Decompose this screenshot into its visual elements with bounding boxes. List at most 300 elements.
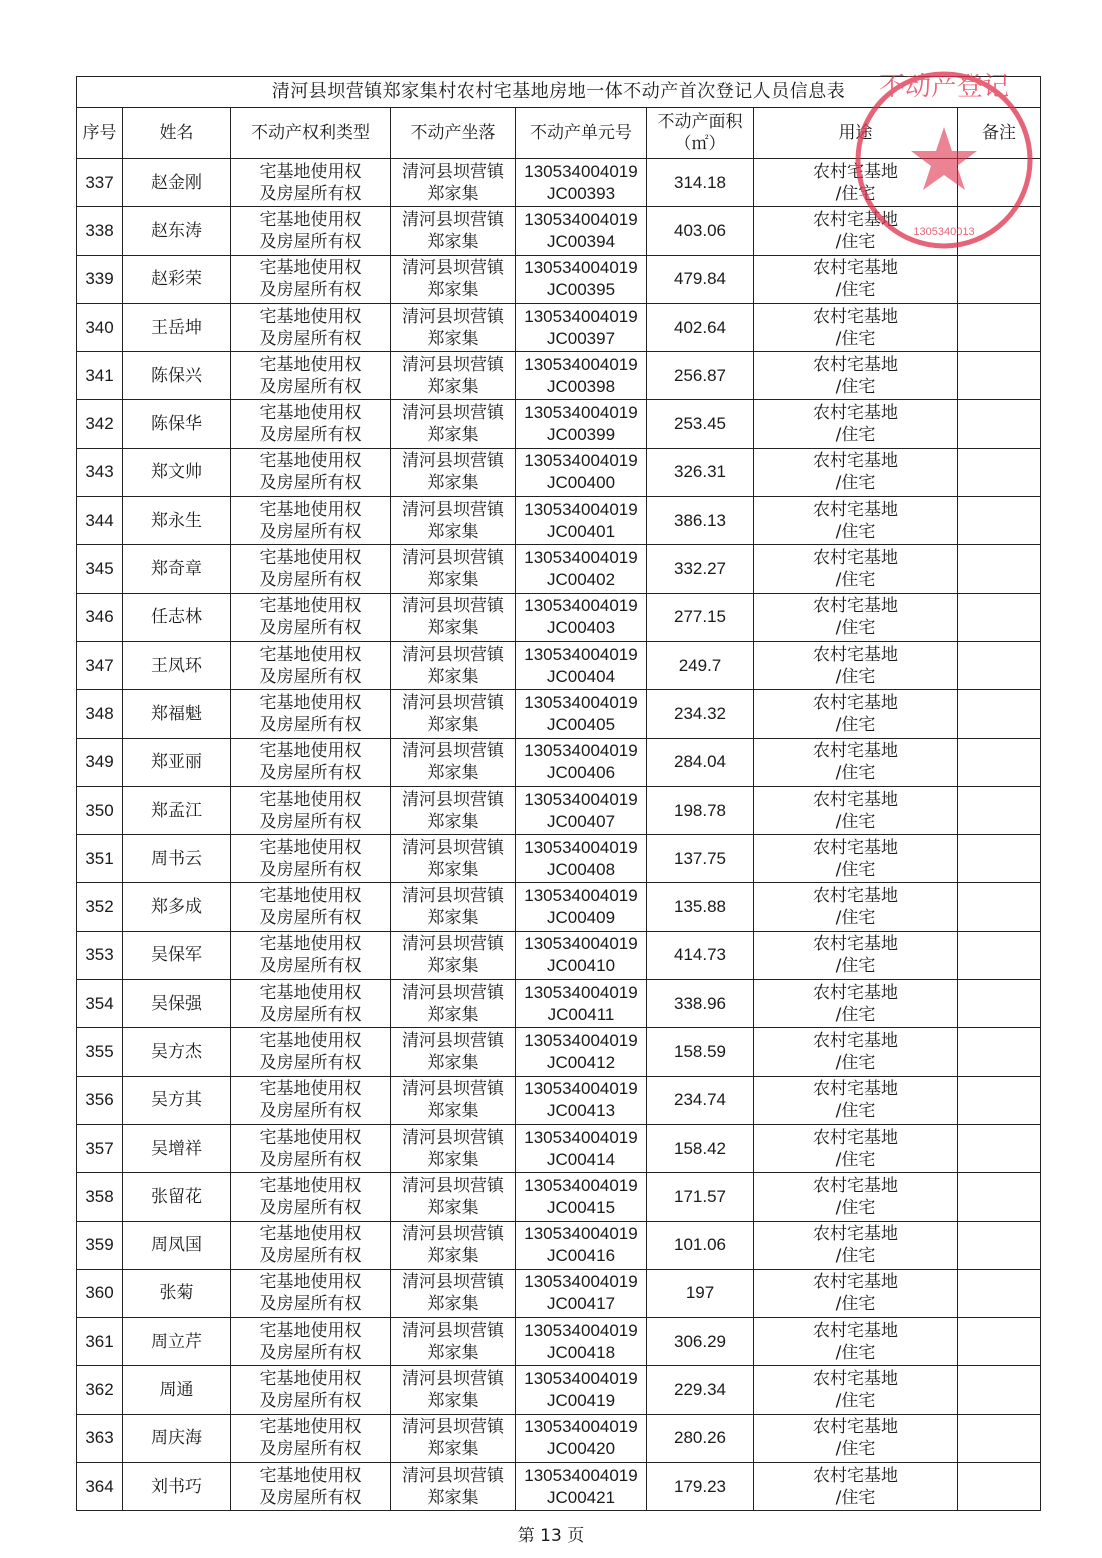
cell-unit-no-line: JC00407 [546, 811, 616, 831]
cell-area-line: 256.87 [674, 365, 726, 385]
cell-usage-line: /住宅 [835, 1052, 876, 1073]
cell-seq [77, 786, 123, 834]
cell-area-line: 197 [685, 1283, 715, 1303]
cell-name [123, 641, 231, 689]
cell-location-line: 郑家集 [427, 859, 479, 880]
cell-right-type-line: 及房屋所有权 [259, 763, 362, 784]
cell-seq [77, 1028, 123, 1076]
cell-area [647, 883, 754, 931]
cell-name [123, 1463, 231, 1511]
cell-name [123, 1173, 231, 1221]
cell-location-line: 清河县坝营镇 [402, 1369, 504, 1390]
cell-name [123, 1414, 231, 1462]
cell-remark [958, 738, 1041, 786]
cell-usage-line: 农村宅基地 [813, 741, 898, 762]
cell-name-line: 周庆海 [151, 1428, 202, 1449]
cell-location-line: 郑家集 [427, 1004, 479, 1025]
cell-unit-no-line: JC00394 [546, 231, 616, 251]
cell-name [123, 400, 231, 448]
cell-area-line: 135.88 [674, 897, 726, 917]
cell-unit-no-line: JC00410 [546, 956, 616, 976]
cell-right-type-line: 宅基地使用权 [259, 306, 362, 327]
cell-name-line: 周通 [159, 1380, 194, 1401]
cell-right-type-line: 及房屋所有权 [259, 425, 362, 446]
cell-unit-no [516, 1221, 647, 1269]
cell-name [123, 497, 231, 545]
cell-location-line: 郑家集 [427, 1101, 479, 1122]
cell-remark [958, 1318, 1041, 1366]
cell-unit-no [516, 1269, 647, 1317]
cell-usage [754, 545, 958, 593]
cell-location-line: 清河县坝营镇 [402, 451, 504, 472]
cell-usage-line: /住宅 [835, 714, 876, 735]
cell-unit-no-line: JC00393 [546, 183, 616, 203]
cell-seq-line: 356 [85, 1090, 114, 1110]
cell-unit-no [516, 1366, 647, 1414]
cell-area-line: 338.96 [674, 993, 726, 1013]
cell-name-line: 张菊 [159, 1283, 194, 1304]
cell-location [391, 690, 516, 738]
cell-usage-line: 农村宅基地 [813, 1030, 898, 1051]
cell-right-type-line: 及房屋所有权 [259, 1004, 362, 1025]
cell-seq-line: 340 [85, 317, 114, 337]
cell-usage [754, 593, 958, 641]
cell-name-line: 赵彩荣 [151, 269, 202, 290]
table-row [77, 303, 1041, 351]
cell-location-line: 郑家集 [427, 1342, 479, 1363]
cell-right-type-line: 宅基地使用权 [259, 644, 362, 665]
cell-remark [958, 690, 1041, 738]
cell-location-line: 清河县坝营镇 [402, 837, 504, 858]
cell-seq-line: 363 [85, 1428, 114, 1448]
cell-unit-no [516, 400, 647, 448]
cell-usage-line: /住宅 [835, 376, 876, 397]
cell-unit-no-line: JC00419 [546, 1391, 616, 1411]
cell-unit-no-line: JC00403 [546, 618, 616, 638]
cell-remark [958, 835, 1041, 883]
cell-usage-line: 农村宅基地 [813, 886, 898, 907]
cell-unit-no [516, 593, 647, 641]
cell-area [647, 641, 754, 689]
cell-usage-line: /住宅 [835, 1197, 876, 1218]
cell-right-type-line: 及房屋所有权 [259, 859, 362, 880]
cell-usage-line: 农村宅基地 [813, 837, 898, 858]
cell-right-type [231, 1463, 391, 1511]
header-remark: 备注 [958, 108, 1041, 159]
cell-right-type-line: 及房屋所有权 [259, 280, 362, 301]
cell-remark [958, 1366, 1041, 1414]
cell-name [123, 980, 231, 1028]
table-row [77, 1221, 1041, 1269]
cell-unit-no-line: 130534004019 [524, 982, 638, 1002]
cell-location [391, 1124, 516, 1172]
cell-usage-line: /住宅 [835, 956, 876, 977]
cell-usage-line: 农村宅基地 [813, 934, 898, 955]
cell-location-line: 清河县坝营镇 [402, 1127, 504, 1148]
cell-unit-no-line: 130534004019 [524, 1030, 638, 1050]
table-row [77, 1318, 1041, 1366]
cell-location [391, 931, 516, 979]
cell-right-type [231, 1173, 391, 1221]
cell-location-line: 清河县坝营镇 [402, 403, 504, 424]
cell-location [391, 159, 516, 207]
cell-unit-no-line: 130534004019 [524, 596, 638, 616]
cell-location [391, 448, 516, 496]
cell-unit-no [516, 690, 647, 738]
cell-location-line: 郑家集 [427, 908, 479, 929]
cell-usage-line: /住宅 [835, 473, 876, 494]
cell-right-type-line: 及房屋所有权 [259, 521, 362, 542]
cell-usage-line: 农村宅基地 [813, 1465, 898, 1486]
cell-usage-line: /住宅 [835, 570, 876, 591]
cell-name [123, 545, 231, 593]
header-right-type: 不动产权利类型 [231, 108, 391, 159]
cell-right-type-line: 及房屋所有权 [259, 618, 362, 639]
cell-unit-no [516, 786, 647, 834]
cell-location-line: 清河县坝营镇 [402, 644, 504, 665]
cell-seq [77, 1076, 123, 1124]
cell-unit-no-line: JC00417 [546, 1294, 616, 1314]
cell-unit-no [516, 352, 647, 400]
cell-unit-no [516, 931, 647, 979]
cell-unit-no-line: 130534004019 [524, 741, 638, 761]
cell-usage-line: /住宅 [835, 1101, 876, 1122]
cell-remark [958, 1463, 1041, 1511]
cell-usage-line: 农村宅基地 [813, 789, 898, 810]
cell-seq-line: 357 [85, 1138, 114, 1158]
header-row [77, 108, 1041, 159]
cell-location-line: 清河县坝营镇 [402, 982, 504, 1003]
cell-right-type-line: 宅基地使用权 [259, 837, 362, 858]
cell-usage [754, 835, 958, 883]
cell-name-line: 赵金刚 [151, 172, 202, 193]
cell-unit-no-line: 130534004019 [524, 1320, 638, 1340]
cell-area-line: 277.15 [674, 607, 726, 627]
cell-location-line: 郑家集 [427, 280, 479, 301]
cell-remark [958, 593, 1041, 641]
cell-right-type [231, 1318, 391, 1366]
cell-right-type-line: 及房屋所有权 [259, 1101, 362, 1122]
table-title: 清河县坝营镇郑家集村农村宅基地房地一体不动产首次登记人员信息表 [77, 77, 1041, 108]
cell-seq [77, 931, 123, 979]
cell-area [647, 1414, 754, 1462]
cell-location-line: 郑家集 [427, 1149, 479, 1170]
header-seq: 序号 [77, 108, 123, 159]
cell-remark [958, 883, 1041, 931]
cell-area [647, 303, 754, 351]
table-row [77, 883, 1041, 931]
cell-usage-line: 农村宅基地 [813, 354, 898, 375]
cell-seq [77, 641, 123, 689]
cell-unit-no-line: 130534004019 [524, 258, 638, 278]
cell-usage-line: /住宅 [835, 1439, 876, 1460]
cell-right-type-line: 及房屋所有权 [259, 376, 362, 397]
cell-right-type-line: 及房屋所有权 [259, 1342, 362, 1363]
cell-name-line: 郑多成 [151, 897, 202, 918]
cell-remark [958, 545, 1041, 593]
cell-right-type [231, 593, 391, 641]
cell-remark [958, 931, 1041, 979]
cell-unit-no [516, 835, 647, 883]
cell-unit-no [516, 545, 647, 593]
cell-location-line: 清河县坝营镇 [402, 1030, 504, 1051]
cell-area-line: 179.23 [674, 1476, 726, 1496]
registration-table [76, 76, 1041, 1511]
cell-right-type [231, 883, 391, 931]
cell-unit-no-line: 130534004019 [524, 886, 638, 906]
cell-name-line: 任志林 [151, 607, 202, 628]
cell-area [647, 690, 754, 738]
table-row [77, 352, 1041, 400]
header-location: 不动产坐落 [391, 108, 516, 159]
cell-name [123, 1076, 231, 1124]
table-row [77, 1366, 1041, 1414]
cell-seq [77, 1318, 123, 1366]
cell-seq [77, 1173, 123, 1221]
cell-name-line: 周书云 [151, 848, 202, 869]
cell-usage [754, 1124, 958, 1172]
table-row [77, 1463, 1041, 1511]
cell-right-type [231, 1221, 391, 1269]
cell-usage [754, 303, 958, 351]
cell-right-type-line: 宅基地使用权 [259, 789, 362, 810]
cell-name-line: 吴方杰 [151, 1041, 202, 1062]
cell-area-line: 234.32 [674, 703, 726, 723]
table-row [77, 835, 1041, 883]
cell-unit-no-line: 130534004019 [524, 1369, 638, 1389]
cell-usage [754, 352, 958, 400]
cell-right-type [231, 497, 391, 545]
cell-unit-no-line: 130534004019 [524, 789, 638, 809]
cell-right-type-line: 及房屋所有权 [259, 1487, 362, 1508]
cell-remark [958, 1076, 1041, 1124]
cell-location-line: 清河县坝营镇 [402, 596, 504, 617]
cell-usage-line: /住宅 [835, 1004, 876, 1025]
cell-location-line: 郑家集 [427, 1197, 479, 1218]
cell-right-type-line: 及房屋所有权 [259, 1197, 362, 1218]
cell-unit-no [516, 497, 647, 545]
cell-location-line: 清河县坝营镇 [402, 1079, 504, 1100]
cell-location [391, 545, 516, 593]
cell-unit-no-line: JC00398 [546, 376, 616, 396]
cell-unit-no-line: JC00397 [546, 328, 616, 348]
cell-seq-line: 359 [85, 1235, 114, 1255]
cell-unit-no-line: 130534004019 [524, 451, 638, 471]
cell-right-type-line: 及房屋所有权 [259, 1149, 362, 1170]
cell-usage-line: /住宅 [835, 859, 876, 880]
cell-usage-line: 农村宅基地 [813, 1079, 898, 1100]
cell-usage-line: 农村宅基地 [813, 209, 898, 230]
cell-remark [958, 641, 1041, 689]
cell-unit-no-line: 130534004019 [524, 1417, 638, 1437]
cell-seq [77, 883, 123, 931]
cell-usage [754, 1318, 958, 1366]
cell-right-type [231, 980, 391, 1028]
cell-seq-line: 342 [85, 414, 114, 434]
cell-area [647, 1366, 754, 1414]
cell-area-line: 137.75 [674, 848, 726, 868]
cell-location-line: 清河县坝营镇 [402, 1417, 504, 1438]
cell-location [391, 497, 516, 545]
cell-usage-line: /住宅 [835, 811, 876, 832]
cell-right-type-line: 宅基地使用权 [259, 499, 362, 520]
cell-remark [958, 1414, 1041, 1462]
cell-right-type [231, 641, 391, 689]
cell-area [647, 352, 754, 400]
register-sheet [76, 76, 1040, 1511]
cell-usage [754, 690, 958, 738]
cell-remark [958, 400, 1041, 448]
cell-right-type [231, 1414, 391, 1462]
cell-location-line: 清河县坝营镇 [402, 789, 504, 810]
cell-area-line: 403.06 [674, 220, 726, 240]
cell-area-line: 198.78 [674, 800, 726, 820]
cell-unit-no [516, 1414, 647, 1462]
cell-seq-line: 341 [85, 365, 114, 385]
cell-name [123, 1366, 231, 1414]
cell-right-type-line: 宅基地使用权 [259, 596, 362, 617]
cell-seq-line: 349 [85, 752, 114, 772]
cell-location-line: 郑家集 [427, 183, 479, 204]
cell-right-type-line: 及房屋所有权 [259, 666, 362, 687]
cell-area-line: 253.45 [674, 414, 726, 434]
cell-name-line: 周立芹 [151, 1331, 202, 1352]
cell-usage-line: 农村宅基地 [813, 451, 898, 472]
cell-seq-line: 344 [85, 510, 114, 530]
cell-seq [77, 690, 123, 738]
cell-right-type [231, 1269, 391, 1317]
cell-usage [754, 1463, 958, 1511]
cell-right-type-line: 及房屋所有权 [259, 231, 362, 252]
cell-location-line: 郑家集 [427, 521, 479, 542]
cell-usage [754, 1414, 958, 1462]
cell-right-type-line: 及房屋所有权 [259, 1439, 362, 1460]
cell-right-type-line: 及房屋所有权 [259, 183, 362, 204]
cell-area-line: 479.84 [674, 269, 726, 289]
cell-location [391, 255, 516, 303]
seal-code: 1305340013 [913, 226, 975, 238]
cell-seq-line: 338 [85, 220, 114, 240]
cell-usage [754, 883, 958, 931]
cell-location [391, 1463, 516, 1511]
cell-location-line: 郑家集 [427, 1487, 479, 1508]
cell-unit-no-line: 130534004019 [524, 209, 638, 229]
cell-right-type-line: 宅基地使用权 [259, 1465, 362, 1486]
cell-name [123, 593, 231, 641]
cell-location-line: 郑家集 [427, 666, 479, 687]
cell-right-type-line: 宅基地使用权 [259, 1030, 362, 1051]
cell-area [647, 207, 754, 255]
cell-usage-line: /住宅 [835, 1342, 876, 1363]
cell-name-line: 郑亚丽 [151, 752, 202, 773]
cell-seq [77, 400, 123, 448]
cell-name [123, 738, 231, 786]
cell-right-type-line: 及房屋所有权 [259, 328, 362, 349]
cell-name-line: 刘书巧 [151, 1476, 202, 1497]
cell-location [391, 1366, 516, 1414]
cell-seq [77, 545, 123, 593]
cell-seq-line: 353 [85, 945, 114, 965]
cell-usage-line: /住宅 [835, 666, 876, 687]
cell-location [391, 1414, 516, 1462]
header-usage: 用途 [754, 108, 958, 159]
cell-usage [754, 497, 958, 545]
cell-name-line: 郑福魁 [151, 703, 202, 724]
cell-right-type [231, 690, 391, 738]
cell-seq [77, 1463, 123, 1511]
cell-usage-line: 农村宅基地 [813, 548, 898, 569]
cell-usage-line: /住宅 [835, 908, 876, 929]
cell-location-line: 清河县坝营镇 [402, 1465, 504, 1486]
cell-location [391, 400, 516, 448]
cell-area-line: 280.26 [674, 1428, 726, 1448]
cell-unit-no-line: 130534004019 [524, 692, 638, 712]
cell-right-type [231, 545, 391, 593]
cell-area [647, 980, 754, 1028]
table-body [77, 159, 1041, 1511]
cell-name [123, 690, 231, 738]
cell-area-line: 414.73 [674, 945, 726, 965]
cell-area [647, 1173, 754, 1221]
cell-name [123, 255, 231, 303]
cell-usage-line: /住宅 [835, 280, 876, 301]
cell-unit-no-line: JC00399 [546, 425, 616, 445]
cell-seq-line: 364 [85, 1476, 114, 1496]
cell-location-line: 郑家集 [427, 763, 479, 784]
cell-name-line: 周凤国 [151, 1235, 202, 1256]
cell-right-type-line: 宅基地使用权 [259, 1417, 362, 1438]
cell-usage-line: /住宅 [835, 1149, 876, 1170]
table-row [77, 400, 1041, 448]
cell-right-type-line: 及房屋所有权 [259, 1052, 362, 1073]
cell-right-type [231, 1076, 391, 1124]
cell-location-line: 清河县坝营镇 [402, 354, 504, 375]
cell-name [123, 207, 231, 255]
cell-unit-no-line: JC00409 [546, 908, 616, 928]
cell-location [391, 1028, 516, 1076]
cell-location-line: 郑家集 [427, 618, 479, 639]
cell-name-line: 郑永生 [151, 510, 202, 531]
cell-area-line: 171.57 [674, 1186, 726, 1206]
cell-right-type [231, 352, 391, 400]
cell-unit-no [516, 1076, 647, 1124]
cell-area [647, 497, 754, 545]
cell-location [391, 641, 516, 689]
cell-unit-no-line: JC00395 [546, 280, 616, 300]
cell-unit-no-line: JC00408 [546, 859, 616, 879]
cell-unit-no-line: JC00416 [546, 1246, 616, 1266]
table-row [77, 159, 1041, 207]
cell-name [123, 1028, 231, 1076]
cell-right-type [231, 835, 391, 883]
cell-unit-no-line: JC00420 [546, 1439, 616, 1459]
cell-right-type-line: 宅基地使用权 [259, 1127, 362, 1148]
cell-area [647, 159, 754, 207]
cell-area-line: 158.59 [674, 1041, 726, 1061]
cell-unit-no-line: JC00415 [546, 1197, 616, 1217]
cell-unit-no [516, 1028, 647, 1076]
cell-usage [754, 1076, 958, 1124]
cell-usage [754, 159, 958, 207]
cell-right-type [231, 207, 391, 255]
cell-seq [77, 255, 123, 303]
table-row [77, 1269, 1041, 1317]
cell-area [647, 786, 754, 834]
cell-seq [77, 1221, 123, 1269]
cell-unit-no [516, 980, 647, 1028]
cell-right-type [231, 738, 391, 786]
cell-unit-no-line: 130534004019 [524, 354, 638, 374]
